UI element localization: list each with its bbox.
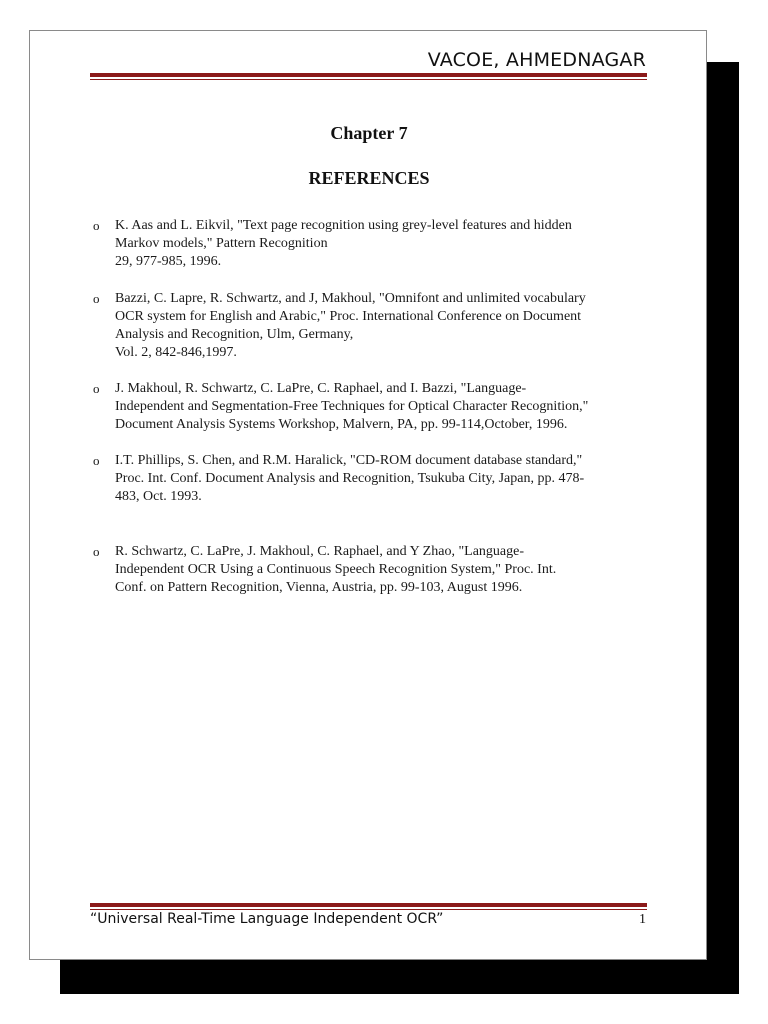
reference-line: Conf. on Pattern Recognition, Vienna, Austria, pp. 99-103, August 1996.	[115, 580, 523, 595]
reference-line: Document Analysis Systems Workshop, Malvern, PA, pp. 99-114,October, 1996.	[115, 417, 568, 432]
reference-line: Bazzi, C. Lapre, R. Schwartz, and J, Makhoul, "Omnifont and unlimited vocabulary	[115, 291, 586, 306]
reference-item	[93, 290, 655, 362]
header-title: VACOE, AHMEDNAGAR	[427, 49, 646, 71]
footer-rule-thin	[90, 909, 647, 910]
page-number: 1	[639, 912, 646, 927]
reference-line: Markov models," Pattern Recognition	[115, 236, 328, 251]
header-rule-thick	[90, 73, 647, 77]
reference-line: R. Schwartz, C. LaPre, J. Makhoul, C. Raphael, and Y Zhao, "Language-	[115, 544, 525, 559]
reference-item	[93, 452, 655, 506]
bullet-icon: o	[93, 453, 100, 468]
reference-line: K. Aas and L. Eikvil, "Text page recognition using grey-level features and hidden	[115, 218, 572, 233]
reference-line: Independent and Segmentation-Free Techniques for Optical Character Recognition,"	[115, 399, 589, 414]
reference-item	[93, 380, 655, 434]
document-page	[29, 30, 707, 960]
bullet-icon: o	[93, 218, 100, 233]
reference-item	[93, 217, 655, 271]
reference-line: Vol. 2, 842-846,1997.	[115, 345, 237, 360]
reference-line: OCR system for English and Arabic," Proc. International Conference on Document	[115, 309, 582, 324]
reference-line: Independent OCR Using a Continuous Speech Recognition System," Proc. Int.	[115, 562, 557, 577]
reference-line: Proc. Int. Conf. Document Analysis and Recognition, Tsukuba City, Japan, pp. 478-	[115, 471, 585, 486]
reference-line: 29, 977-985, 1996.	[115, 254, 222, 269]
footer-text: “Universal Real-Time Language Independent OCR”	[90, 911, 444, 927]
references-heading: REFERENCES	[308, 168, 430, 188]
chapter-title: Chapter 7	[330, 123, 408, 143]
header-rule-thin	[90, 79, 647, 80]
reference-line: 483, Oct. 1993.	[115, 489, 202, 504]
reference-line: J. Makhoul, R. Schwartz, C. LaPre, C. Raphael, and I. Bazzi, "Language-	[115, 381, 527, 396]
reference-line: I.T. Phillips, S. Chen, and R.M. Haralick, "CD-ROM document database standard,"	[115, 453, 583, 468]
bullet-icon: o	[93, 544, 100, 559]
reference-item	[93, 543, 655, 597]
bullet-icon: o	[93, 291, 100, 306]
reference-line: Analysis and Recognition, Ulm, Germany,	[115, 327, 354, 342]
footer-rule-thick	[90, 903, 647, 907]
bullet-icon: o	[93, 381, 100, 396]
